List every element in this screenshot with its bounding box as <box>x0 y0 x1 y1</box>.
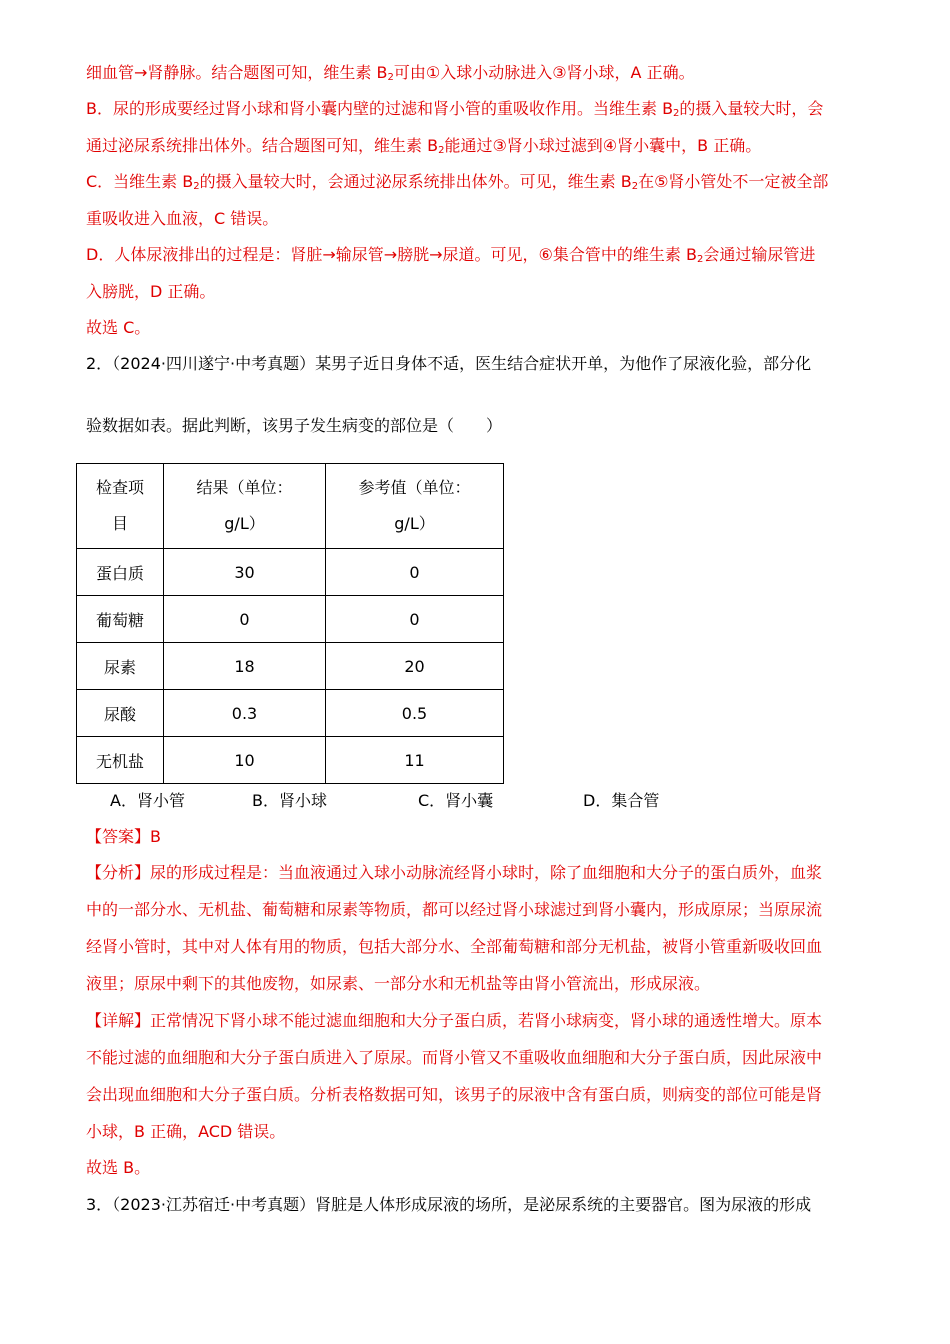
analysis-line: 液里；原尿中剩下的其他废物，如尿素、一部分水和无机盐等由肾小管流出，形成尿液。 <box>86 974 711 993</box>
table-cell: 10 <box>164 737 326 784</box>
table-row <box>77 596 504 643</box>
detail-line: 小球，B 正确，ACD 错误。 <box>86 1122 286 1141</box>
question-stem: 2．（2024·四川遂宁·中考真题）某男子近日身体不适，医生结合症状开单，为他作了尿液化验，部分化 <box>86 354 812 373</box>
table-row <box>77 737 504 784</box>
analysis-line: 入膀胱，D 正确。 <box>86 282 216 301</box>
table-row <box>77 643 504 690</box>
table-cell: 0 <box>326 549 504 596</box>
detail-line: 不能过滤的血细胞和大分子蛋白质进入了原尿。而肾小管又不重吸收血细胞和大分子蛋白质，因此尿液中 <box>86 1048 823 1067</box>
table-cell: 葡萄糖 <box>77 596 164 643</box>
table-cell: 0 <box>326 596 504 643</box>
detail-line: 【详解】正常情况下肾小球不能过滤血细胞和大分子蛋白质，若肾小球病变，肾小球的通透性增大。原本 <box>86 1011 823 1030</box>
urine-test-table <box>76 463 504 784</box>
table-header-cell: 结果（单位： g/L） <box>164 464 326 549</box>
table-cell: 20 <box>326 643 504 690</box>
table-cell: 0.5 <box>326 690 504 737</box>
table-header-cell: 检查项 目 <box>77 464 164 549</box>
detail-line: 会出现血细胞和大分子蛋白质。分析表格数据可知，该男子的尿液中含有蛋白质，则病变的部位可能是肾 <box>86 1085 823 1104</box>
conclusion-line: 故选 C。 <box>86 318 151 337</box>
option-c: C．肾小囊 <box>418 791 494 810</box>
answer-line: 【答案】B <box>86 827 161 846</box>
table-cell: 0.3 <box>164 690 326 737</box>
table-header-row <box>77 464 504 549</box>
table-row <box>77 549 504 596</box>
table-cell: 30 <box>164 549 326 596</box>
analysis-line: 中的一部分水、无机盐、葡萄糖和尿素等物质，都可以经过肾小球滤过到肾小囊内，形成原尿；当原尿流 <box>86 900 823 919</box>
question-stem: 验数据如表。据此判断，该男子发生病变的部位是（ ） <box>86 416 503 435</box>
table-cell: 11 <box>326 737 504 784</box>
table-cell: 尿素 <box>77 643 164 690</box>
table-row <box>77 690 504 737</box>
table-header-cell: 参考值（单位： g/L） <box>326 464 504 549</box>
option-d: D．集合管 <box>583 791 660 810</box>
analysis-line: B．尿的形成要经过肾小球和肾小囊内壁的过滤和肾小管的重吸收作用。当维生素 $B_2$的摄入量较大时，会 <box>86 99 824 119</box>
table-cell: 尿酸 <box>77 690 164 737</box>
analysis-line: D．人体尿液排出的过程是：肾脏→输尿管→膀胱→尿道。可见，⑥集合管中的维生素 $B_2$会通过输尿管进 <box>86 245 816 265</box>
question-stem: 3．（2023·江苏宿迁·中考真题）肾脏是人体形成尿液的场所，是泌尿系统的主要器官。图为尿液的形成 <box>86 1195 812 1214</box>
analysis-line: 细血管→肾静脉。结合题图可知，维生素 $B_2$可由①入球小动脉进入③肾小球，A 正确。 <box>86 63 695 83</box>
option-a: A．肾小管 <box>110 791 185 810</box>
option-b: B．肾小球 <box>252 791 327 810</box>
table-cell: 蛋白质 <box>77 549 164 596</box>
analysis-line: 重吸收进入血液，C 错误。 <box>86 209 279 228</box>
analysis-line: 通过泌尿系统排出体外。结合题图可知，维生素 $B_2$能通过③肾小球过滤到④肾小囊中，B 正确。 <box>86 136 762 156</box>
analysis-line: 【分析】尿的形成过程是：当血液通过入球小动脉流经肾小球时，除了血细胞和大分子的蛋白质外，血浆 <box>86 863 823 882</box>
conclusion-line: 故选 B。 <box>86 1158 151 1177</box>
table-cell: 18 <box>164 643 326 690</box>
analysis-line: 经肾小管时，其中对人体有用的物质，包括大部分水、全部葡萄糖和部分无机盐，被肾小管重新吸收回血 <box>86 937 823 956</box>
table-cell: 0 <box>164 596 326 643</box>
analysis-line: C．当维生素 $B_2$的摄入量较大时，会通过泌尿系统排出体外。可见，维生素 $B_2$在⑤肾小管处不一定被全部 <box>86 172 829 192</box>
table-cell: 无机盐 <box>77 737 164 784</box>
